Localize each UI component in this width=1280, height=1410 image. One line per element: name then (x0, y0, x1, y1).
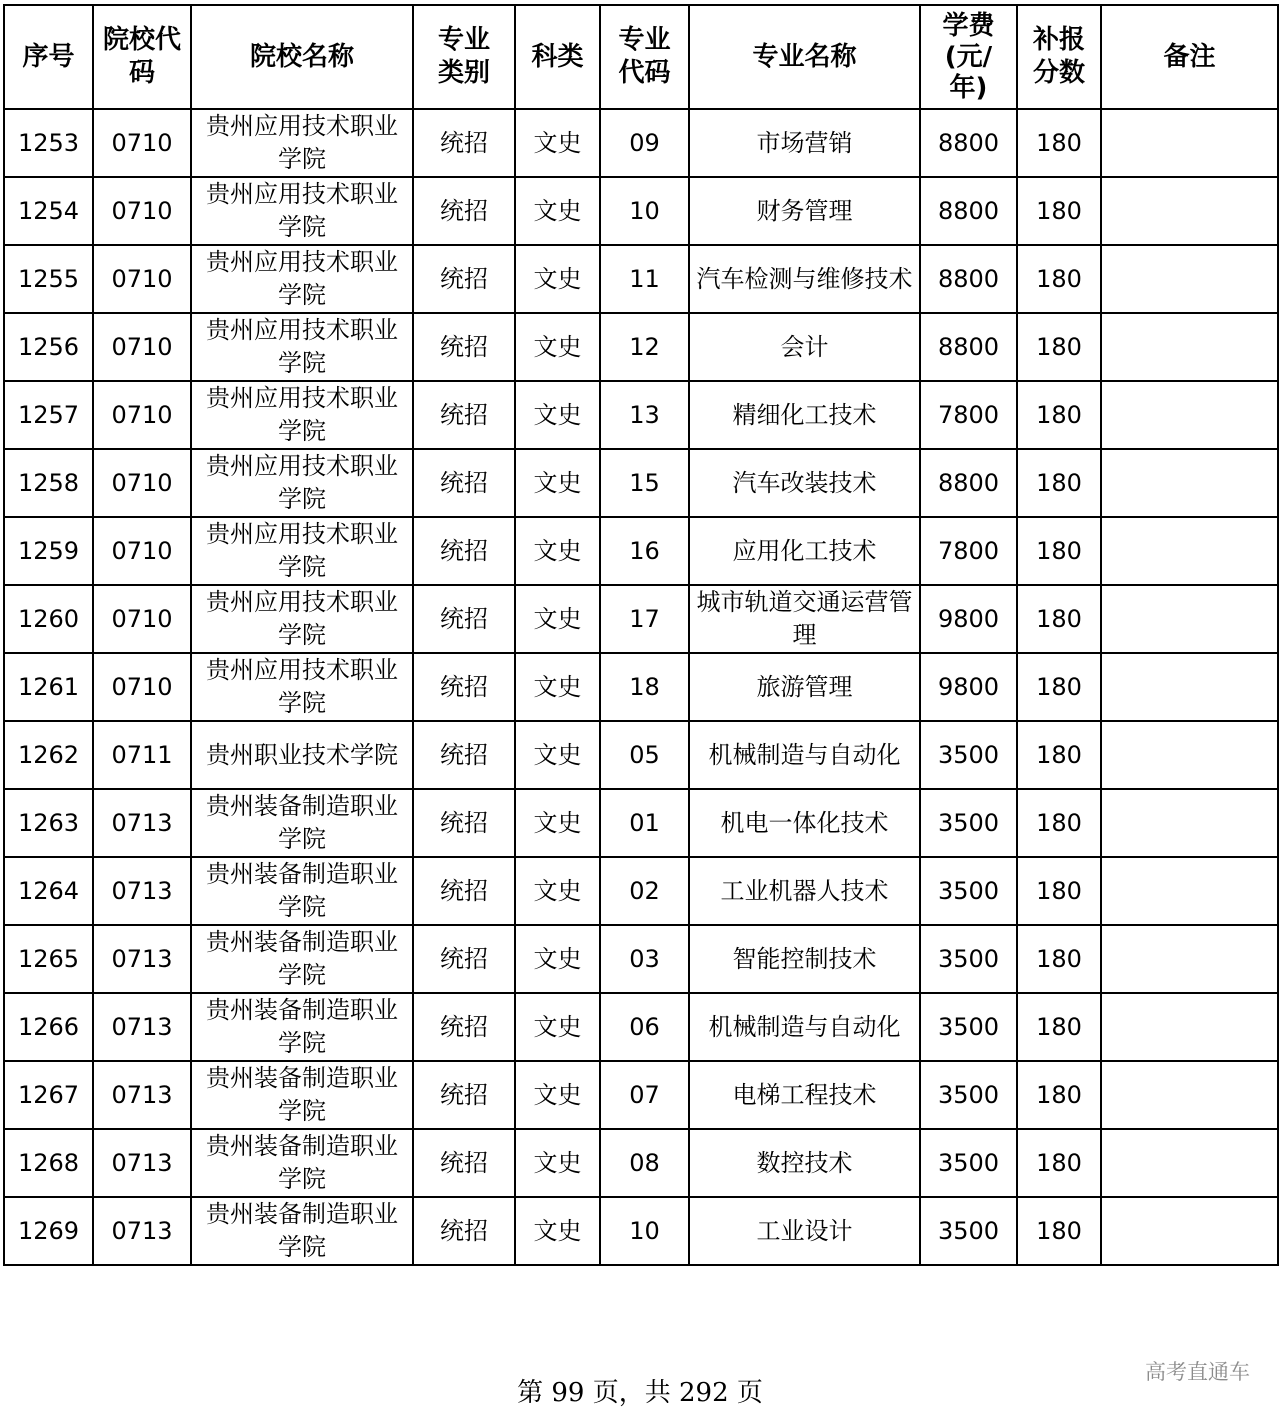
table-row (4, 721, 1278, 789)
cell-major-type: 统招 (413, 1061, 515, 1129)
cell-major-type: 统招 (413, 789, 515, 857)
cell-subject: 文史 (515, 449, 600, 517)
cell-school-code: 0713 (93, 993, 191, 1061)
cell-score: 180 (1017, 721, 1101, 789)
cell-major-name: 电梯工程技术 (689, 1061, 920, 1129)
cell-subject: 文史 (515, 1129, 600, 1197)
cell-tuition: 3500 (920, 789, 1017, 857)
cell-seq: 1267 (4, 1061, 93, 1129)
cell-note (1101, 1061, 1278, 1129)
cell-school-name: 贵州应用技术职业学院 (191, 109, 413, 177)
cell-note (1101, 449, 1278, 517)
cell-seq: 1269 (4, 1197, 93, 1265)
header-major-type: 专业类别 (413, 5, 515, 109)
cell-score: 180 (1017, 653, 1101, 721)
header-seq: 序号 (4, 5, 93, 109)
cell-major-code: 17 (600, 585, 689, 653)
cell-score: 180 (1017, 109, 1101, 177)
cell-major-name: 数控技术 (689, 1129, 920, 1197)
cell-score: 180 (1017, 177, 1101, 245)
cell-seq: 1261 (4, 653, 93, 721)
cell-score: 180 (1017, 449, 1101, 517)
cell-major-type: 统招 (413, 1129, 515, 1197)
cell-school-name: 贵州装备制造职业学院 (191, 993, 413, 1061)
cell-major-name: 城市轨道交通运营管理 (689, 585, 920, 653)
cell-school-name: 贵州应用技术职业学院 (191, 449, 413, 517)
cell-school-name: 贵州应用技术职业学院 (191, 313, 413, 381)
cell-school-code: 0710 (93, 585, 191, 653)
cell-school-name: 贵州应用技术职业学院 (191, 653, 413, 721)
table-row (4, 857, 1278, 925)
table-row (4, 177, 1278, 245)
cell-major-type: 统招 (413, 381, 515, 449)
cell-major-name: 会计 (689, 313, 920, 381)
cell-major-code: 18 (600, 653, 689, 721)
table-row (4, 1197, 1278, 1265)
cell-subject: 文史 (515, 1197, 600, 1265)
cell-major-name: 工业设计 (689, 1197, 920, 1265)
cell-subject: 文史 (515, 245, 600, 313)
cell-seq: 1268 (4, 1129, 93, 1197)
cell-major-name: 机械制造与自动化 (689, 721, 920, 789)
cell-tuition: 7800 (920, 381, 1017, 449)
cell-seq: 1260 (4, 585, 93, 653)
cell-seq: 1255 (4, 245, 93, 313)
cell-tuition: 9800 (920, 585, 1017, 653)
cell-major-code: 15 (600, 449, 689, 517)
cell-school-name: 贵州应用技术职业学院 (191, 245, 413, 313)
cell-major-code: 16 (600, 517, 689, 585)
cell-school-name: 贵州装备制造职业学院 (191, 1129, 413, 1197)
table-row (4, 109, 1278, 177)
table-row (4, 517, 1278, 585)
watermark: 高考直通车 (1145, 1360, 1250, 1384)
cell-score: 180 (1017, 789, 1101, 857)
cell-school-code: 0713 (93, 789, 191, 857)
cell-score: 180 (1017, 517, 1101, 585)
cell-major-name: 精细化工技术 (689, 381, 920, 449)
cell-major-type: 统招 (413, 653, 515, 721)
cell-major-type: 统招 (413, 993, 515, 1061)
cell-school-code: 0710 (93, 109, 191, 177)
cell-major-type: 统招 (413, 925, 515, 993)
cell-school-name: 贵州应用技术职业学院 (191, 381, 413, 449)
cell-tuition: 8800 (920, 109, 1017, 177)
cell-major-code: 05 (600, 721, 689, 789)
cell-seq: 1257 (4, 381, 93, 449)
cell-note (1101, 109, 1278, 177)
cell-note (1101, 381, 1278, 449)
cell-seq: 1263 (4, 789, 93, 857)
header-major-code: 专业代码 (600, 5, 689, 109)
cell-school-code: 0710 (93, 313, 191, 381)
cell-school-name: 贵州装备制造职业学院 (191, 1061, 413, 1129)
table-row (4, 925, 1278, 993)
header-row (4, 5, 1278, 109)
header-school-code: 院校代码 (93, 5, 191, 109)
cell-score: 180 (1017, 857, 1101, 925)
cell-school-code: 0710 (93, 245, 191, 313)
cell-note (1101, 517, 1278, 585)
cell-score: 180 (1017, 1061, 1101, 1129)
cell-note (1101, 1197, 1278, 1265)
cell-score: 180 (1017, 1129, 1101, 1197)
cell-note (1101, 585, 1278, 653)
cell-major-code: 07 (600, 1061, 689, 1129)
cell-school-name: 贵州应用技术职业学院 (191, 585, 413, 653)
cell-major-name: 汽车改装技术 (689, 449, 920, 517)
cell-major-code: 01 (600, 789, 689, 857)
cell-seq: 1256 (4, 313, 93, 381)
cell-major-code: 10 (600, 1197, 689, 1265)
cell-score: 180 (1017, 925, 1101, 993)
cell-note (1101, 313, 1278, 381)
cell-note (1101, 177, 1278, 245)
cell-school-code: 0713 (93, 1197, 191, 1265)
cell-note (1101, 925, 1278, 993)
table-row (4, 1061, 1278, 1129)
cell-school-code: 0710 (93, 653, 191, 721)
cell-major-code: 10 (600, 177, 689, 245)
cell-subject: 文史 (515, 993, 600, 1061)
cell-school-name: 贵州应用技术职业学院 (191, 177, 413, 245)
cell-score: 180 (1017, 245, 1101, 313)
cell-seq: 1265 (4, 925, 93, 993)
cell-major-type: 统招 (413, 449, 515, 517)
cell-school-code: 0710 (93, 517, 191, 585)
cell-major-type: 统招 (413, 177, 515, 245)
cell-seq: 1253 (4, 109, 93, 177)
cell-tuition: 3500 (920, 1129, 1017, 1197)
cell-note (1101, 245, 1278, 313)
cell-major-type: 统招 (413, 721, 515, 789)
cell-note (1101, 789, 1278, 857)
cell-major-name: 智能控制技术 (689, 925, 920, 993)
cell-major-code: 06 (600, 993, 689, 1061)
cell-tuition: 7800 (920, 517, 1017, 585)
cell-school-code: 0710 (93, 177, 191, 245)
table-row (4, 381, 1278, 449)
header-note: 备注 (1101, 5, 1278, 109)
cell-major-type: 统招 (413, 109, 515, 177)
table-row (4, 653, 1278, 721)
cell-note (1101, 993, 1278, 1061)
cell-tuition: 3500 (920, 925, 1017, 993)
cell-school-code: 0710 (93, 449, 191, 517)
cell-school-name: 贵州装备制造职业学院 (191, 789, 413, 857)
cell-subject: 文史 (515, 925, 600, 993)
page-number: 第 99 页，共 292 页 (517, 1378, 763, 1408)
cell-subject: 文史 (515, 109, 600, 177)
cell-note (1101, 653, 1278, 721)
cell-major-code: 13 (600, 381, 689, 449)
cell-major-code: 08 (600, 1129, 689, 1197)
cell-score: 180 (1017, 381, 1101, 449)
cell-tuition: 3500 (920, 721, 1017, 789)
cell-major-type: 统招 (413, 1197, 515, 1265)
cell-seq: 1259 (4, 517, 93, 585)
cell-tuition: 9800 (920, 653, 1017, 721)
cell-subject: 文史 (515, 585, 600, 653)
cell-seq: 1254 (4, 177, 93, 245)
table-row (4, 585, 1278, 653)
cell-school-name: 贵州应用技术职业学院 (191, 517, 413, 585)
cell-tuition: 8800 (920, 313, 1017, 381)
cell-score: 180 (1017, 313, 1101, 381)
cell-tuition: 8800 (920, 449, 1017, 517)
cell-subject: 文史 (515, 517, 600, 585)
cell-seq: 1258 (4, 449, 93, 517)
table-row (4, 313, 1278, 381)
cell-major-code: 02 (600, 857, 689, 925)
cell-major-name: 机电一体化技术 (689, 789, 920, 857)
cell-major-name: 工业机器人技术 (689, 857, 920, 925)
cell-seq: 1262 (4, 721, 93, 789)
table-row (4, 1129, 1278, 1197)
cell-tuition: 3500 (920, 1061, 1017, 1129)
cell-school-code: 0711 (93, 721, 191, 789)
header-school-name: 院校名称 (191, 5, 413, 109)
cell-score: 180 (1017, 993, 1101, 1061)
cell-major-code: 11 (600, 245, 689, 313)
cell-school-code: 0713 (93, 1061, 191, 1129)
table-row (4, 449, 1278, 517)
header-tuition: 学费(元/年) (920, 5, 1017, 109)
cell-subject: 文史 (515, 313, 600, 381)
cell-major-code: 12 (600, 313, 689, 381)
cell-tuition: 3500 (920, 1197, 1017, 1265)
header-major-name: 专业名称 (689, 5, 920, 109)
cell-major-type: 统招 (413, 313, 515, 381)
cell-note (1101, 1129, 1278, 1197)
cell-subject: 文史 (515, 857, 600, 925)
cell-subject: 文史 (515, 1061, 600, 1129)
cell-major-type: 统招 (413, 585, 515, 653)
cell-major-type: 统招 (413, 245, 515, 313)
cell-school-code: 0713 (93, 1129, 191, 1197)
table-row (4, 245, 1278, 313)
cell-tuition: 3500 (920, 993, 1017, 1061)
cell-score: 180 (1017, 585, 1101, 653)
cell-note (1101, 857, 1278, 925)
cell-major-name: 汽车检测与维修技术 (689, 245, 920, 313)
cell-school-name: 贵州职业技术学院 (191, 721, 413, 789)
cell-major-name: 机械制造与自动化 (689, 993, 920, 1061)
cell-subject: 文史 (515, 177, 600, 245)
cell-major-type: 统招 (413, 857, 515, 925)
cell-note (1101, 721, 1278, 789)
cell-major-name: 旅游管理 (689, 653, 920, 721)
table-row (4, 789, 1278, 857)
cell-tuition: 8800 (920, 177, 1017, 245)
cell-score: 180 (1017, 1197, 1101, 1265)
header-subject: 科类 (515, 5, 600, 109)
cell-school-code: 0710 (93, 381, 191, 449)
cell-tuition: 8800 (920, 245, 1017, 313)
table-row (4, 993, 1278, 1061)
cell-major-type: 统招 (413, 517, 515, 585)
cell-major-name: 财务管理 (689, 177, 920, 245)
cell-seq: 1264 (4, 857, 93, 925)
cell-subject: 文史 (515, 653, 600, 721)
cell-subject: 文史 (515, 789, 600, 857)
cell-subject: 文史 (515, 721, 600, 789)
cell-school-name: 贵州装备制造职业学院 (191, 1197, 413, 1265)
cell-subject: 文史 (515, 381, 600, 449)
admission-table (3, 4, 1279, 1266)
cell-major-name: 应用化工技术 (689, 517, 920, 585)
cell-school-code: 0713 (93, 857, 191, 925)
cell-major-code: 09 (600, 109, 689, 177)
cell-major-name: 市场营销 (689, 109, 920, 177)
cell-seq: 1266 (4, 993, 93, 1061)
cell-school-name: 贵州装备制造职业学院 (191, 925, 413, 993)
cell-school-code: 0713 (93, 925, 191, 993)
cell-major-code: 03 (600, 925, 689, 993)
header-score: 补报分数 (1017, 5, 1101, 109)
cell-tuition: 3500 (920, 857, 1017, 925)
cell-school-name: 贵州装备制造职业学院 (191, 857, 413, 925)
